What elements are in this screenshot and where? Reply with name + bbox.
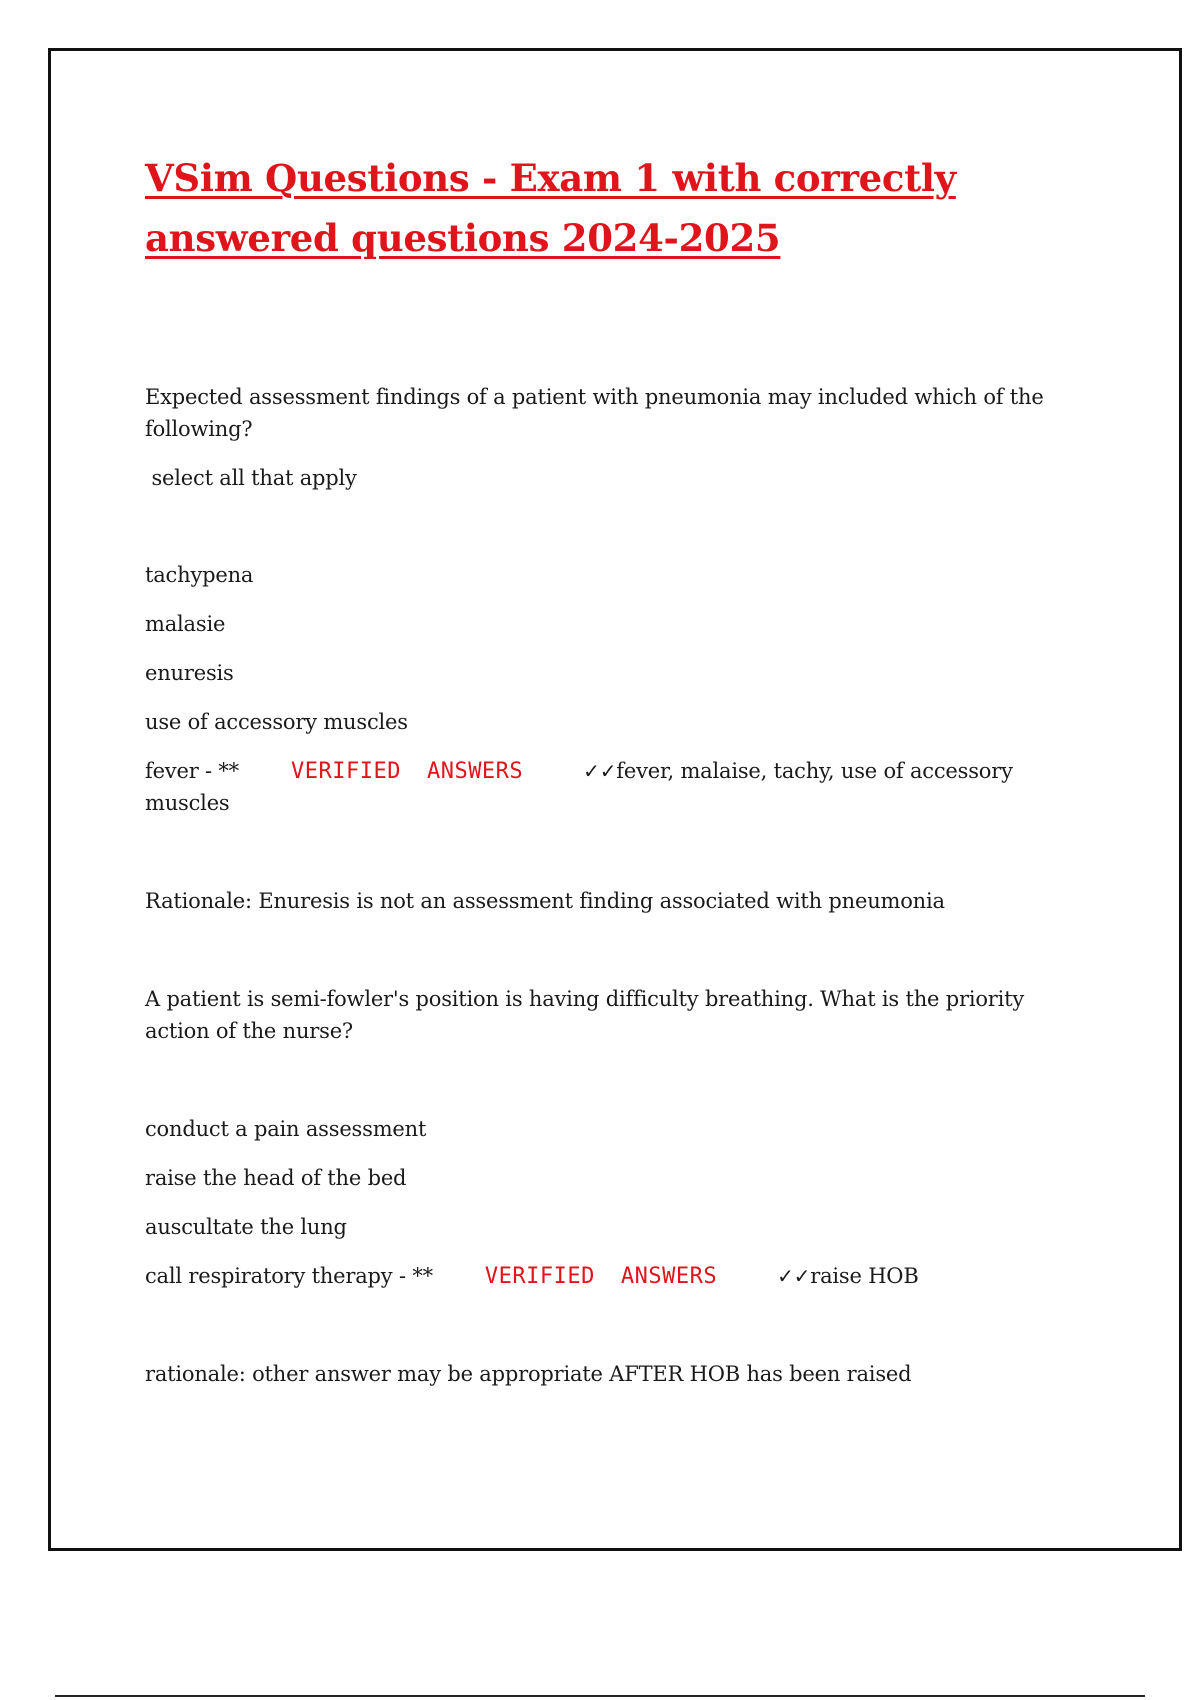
question-2-text: A patient is semi-fowler's position is having difficulty breathing. What is the priority action of the nurse? — [145, 987, 1025, 1043]
q1-answer-continuation: muscles — [145, 791, 230, 815]
q1-rationale: Rationale: Enuresis is not an assessment finding associated with pneumonia — [145, 889, 945, 913]
bottom-divider — [55, 1695, 1145, 1697]
q1-answer-line — [145, 755, 1013, 788]
q2-verified-label: VERIFIED — [484, 1264, 595, 1289]
q2-rationale: rationale: other answer may be appropriate AFTER HOB has been raised — [145, 1362, 912, 1386]
question-1-text: Expected assessment findings of a patient with pneumonia may included which of the following? — [145, 385, 1044, 441]
q1-answers-label: ANSWERS — [426, 759, 524, 784]
q2-answer-line — [145, 1260, 919, 1293]
q1-verified-label: VERIFIED — [290, 759, 401, 784]
double-check-icon: ✓✓ — [583, 759, 617, 783]
q2-option-2: raise the head of the bed — [145, 1166, 407, 1190]
double-check-icon: ✓✓ — [777, 1264, 811, 1288]
q1-option-5: fever - ** — [145, 759, 239, 783]
q1-option-3: enuresis — [145, 661, 234, 685]
question-1-instruction: select all that apply — [145, 466, 357, 490]
q1-option-1: tachypena — [145, 563, 254, 587]
q1-option-2: malasie — [145, 612, 226, 636]
document-title: VSim Questions - Exam 1 with correctly answered questions 2024-2025 — [145, 156, 956, 260]
q2-option-1: conduct a pain assessment — [145, 1117, 427, 1141]
q2-answer-text: raise HOB — [810, 1264, 919, 1288]
q1-answer-text: fever, malaise, tachy, use of accessory — [616, 759, 1013, 783]
q2-option-4: call respiratory therapy - ** — [145, 1264, 433, 1288]
q2-answers-label: ANSWERS — [620, 1264, 718, 1289]
q2-option-3: auscultate the lung — [145, 1215, 347, 1239]
q1-option-4: use of accessory muscles — [145, 710, 408, 734]
